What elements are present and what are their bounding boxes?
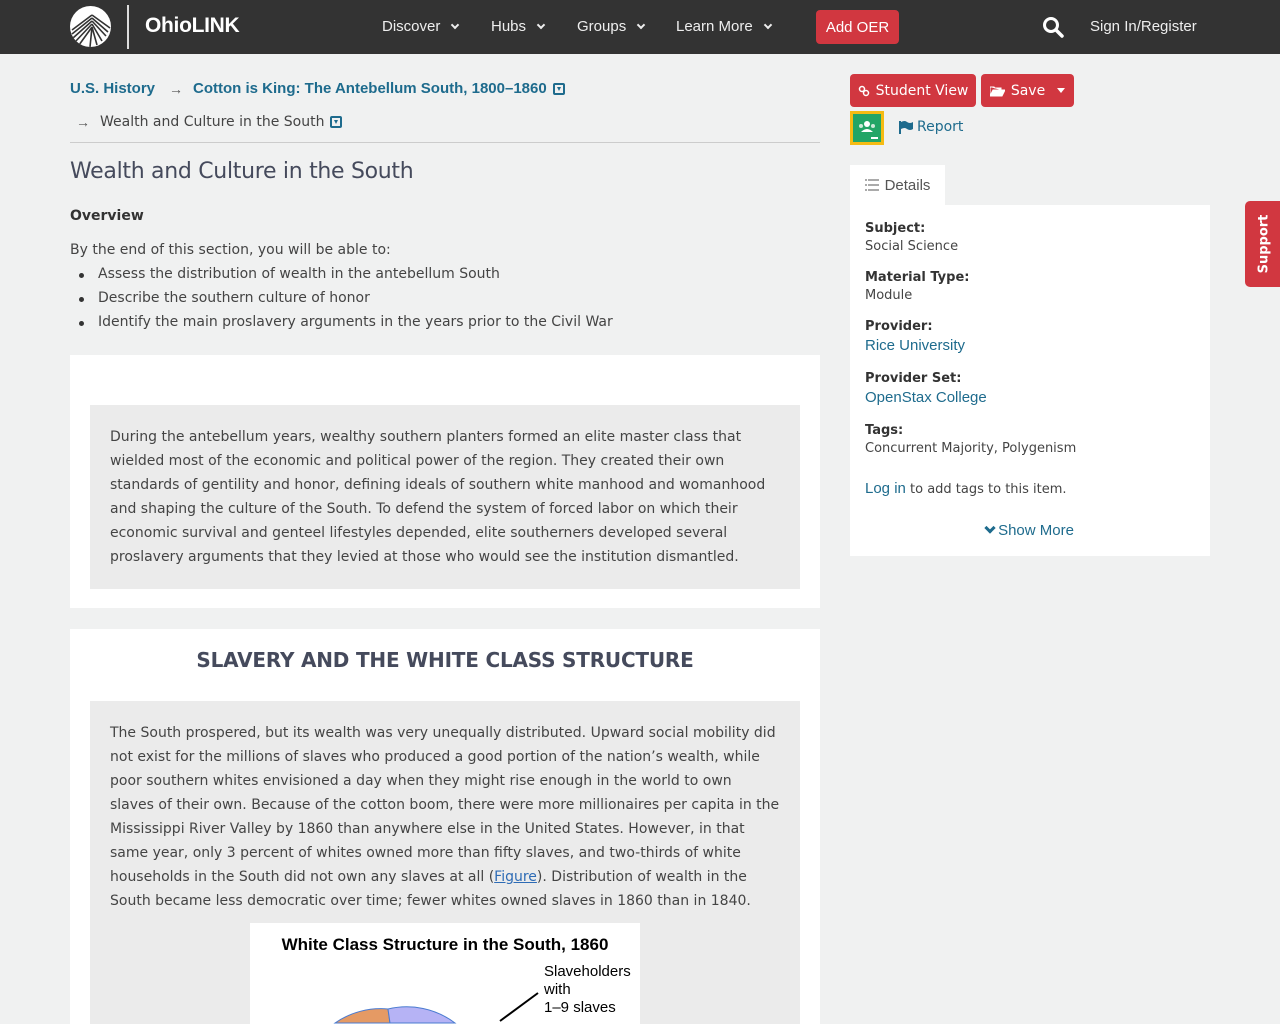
caret-square-down-icon[interactable]	[330, 116, 342, 128]
details-panel	[850, 205, 1210, 556]
breadcrumb-row-2	[70, 114, 342, 130]
paragraph-text: ). Distribution of wealth in the South became less democratic over time; fewer whites owned slaves in 1860 than in 1840.	[110, 869, 751, 909]
sign-in-register-link[interactable]: Sign In/Register	[1090, 18, 1197, 35]
nav-learn-more[interactable]	[676, 18, 771, 35]
chevron-down-icon	[451, 20, 459, 28]
nav-hubs[interactable]	[491, 18, 544, 35]
provider-label: Provider:	[865, 319, 933, 334]
paragraph-text: The South prospered, but its wealth was very unequally distributed. Upward social mobility did not exist for the millions of slaves who produced a good portion of the nation’s wealth, while poor southern whites envisioned a day when they might rise enough in the world to own slaves of their own. Because of the cotton boom, there were more millionaires per capita in the Mississippi River Valley by 1860 than anywhere else in the United States. However, in that same year, only 3 percent of whites owned more than fifty slaves, and two-thirds of white households in the South did not own any slaves at all (	[110, 725, 780, 885]
tags-label: Tags:	[865, 423, 904, 438]
tab-details[interactable]	[850, 165, 945, 205]
search-icon[interactable]	[1042, 16, 1064, 38]
list-icon	[865, 179, 879, 191]
caret-square-down-icon[interactable]	[553, 83, 565, 95]
label-line: with	[544, 981, 571, 998]
objective-item: Describe the southern culture of honor	[98, 290, 613, 314]
figure-title: White Class Structure in the South, 1860	[281, 935, 609, 954]
support-label: Support	[1256, 214, 1272, 274]
pie-chart-graphic	[250, 923, 640, 1024]
chevron-down-icon	[984, 522, 995, 533]
content-card-intro	[70, 355, 820, 608]
subject-value: Social Science	[865, 239, 959, 254]
material-type-value: Module	[865, 288, 913, 303]
objective-item: Identify the main proslavery arguments in the years prior to the Civil War	[98, 314, 613, 338]
label-line: Slaveholders	[544, 963, 631, 980]
flag-icon	[899, 121, 913, 134]
save-label: Save	[1010, 82, 1046, 99]
nav-discover-label: Discover	[382, 18, 441, 35]
link-icon	[858, 85, 870, 97]
objectives-list	[98, 266, 613, 338]
login-to-tag-row	[865, 480, 1067, 497]
breadcrumb	[70, 80, 565, 97]
objective-item: Assess the distribution of wealth in the antebellum South	[98, 266, 613, 290]
save-button[interactable]	[981, 74, 1074, 107]
breadcrumb-separator: →	[169, 80, 184, 97]
content-card-class-structure	[70, 629, 820, 1024]
nav-discover[interactable]	[382, 18, 458, 35]
add-oer-button[interactable]: Add OER	[816, 10, 899, 44]
support-tab[interactable]	[1245, 201, 1280, 287]
nav-learn-more-label: Learn More	[676, 18, 753, 35]
provider-set-link[interactable]: OpenStax College	[865, 389, 987, 406]
report-label: Report	[917, 119, 964, 135]
google-classroom-icon	[853, 114, 881, 142]
chevron-down-icon	[763, 20, 771, 28]
label-line: 1–9 slaves	[544, 999, 616, 1016]
show-more-button[interactable]	[850, 522, 1210, 539]
report-link[interactable]	[899, 119, 963, 135]
show-more-label: Show More	[998, 522, 1074, 539]
breadcrumb-divider	[70, 142, 820, 143]
nav-groups[interactable]	[577, 18, 644, 35]
intro-paragraph: During the antebellum years, wealthy southern planters formed an elite master class that wielded most of the economic and political power of the region. They created their own standards of gentility and honor, defining ideals of southern white manhood and womanhood and shaping the culture of the South. To defend the system of forced labor on which their economic survival and genteel lifestyles depended, elite southerners developed several proslavery arguments that they levied at those who would see the institution dismantled.	[110, 429, 766, 565]
top-nav	[0, 0, 1280, 54]
ohiolink-logo-icon[interactable]	[70, 6, 111, 47]
chevron-down-icon	[637, 20, 645, 28]
pie-chart-figure	[250, 923, 640, 1024]
section-heading: SLAVERY AND THE WHITE CLASS STRUCTURE	[196, 648, 694, 672]
provider-link[interactable]: Rice University	[865, 337, 966, 354]
nav-hubs-label: Hubs	[491, 18, 527, 35]
logo-divider	[127, 5, 129, 49]
intro-paragraph-box	[90, 405, 800, 589]
google-classroom-button[interactable]	[850, 111, 884, 145]
class-structure-box	[90, 701, 800, 1024]
student-view-label: Student View	[875, 82, 969, 99]
objectives-intro: By the end of this section, you will be able to:	[70, 242, 391, 258]
chevron-down-icon	[537, 20, 545, 28]
class-structure-paragraph	[110, 721, 780, 913]
nav-groups-label: Groups	[577, 18, 627, 35]
brand-name[interactable]: OhioLINK	[145, 14, 240, 37]
login-hint: to add tags to this item.	[905, 482, 1067, 497]
tags-value: Concurrent Majority, Polygenism	[865, 441, 1077, 456]
material-type-label: Material Type:	[865, 270, 970, 285]
figure-link[interactable]: Figure	[494, 869, 537, 885]
subject-label: Subject:	[865, 221, 926, 236]
overview-heading: Overview	[70, 208, 144, 224]
folder-open-icon	[990, 85, 1005, 97]
breadcrumb-current: Wealth and Culture in the South	[100, 114, 325, 130]
breadcrumb-separator: →	[76, 114, 90, 130]
details-tab-label: Details	[884, 176, 931, 194]
breadcrumb-cotton-is-king[interactable]: Cotton is King: The Antebellum South, 1800–1860	[193, 80, 547, 97]
provider-set-label: Provider Set:	[865, 371, 962, 386]
page-title: Wealth and Culture in the South	[70, 159, 414, 184]
student-view-button[interactable]	[850, 74, 976, 107]
breadcrumb-us-history[interactable]: U.S. History	[70, 80, 156, 97]
login-link[interactable]: Log in	[865, 480, 906, 497]
caret-down-icon	[1057, 88, 1065, 93]
